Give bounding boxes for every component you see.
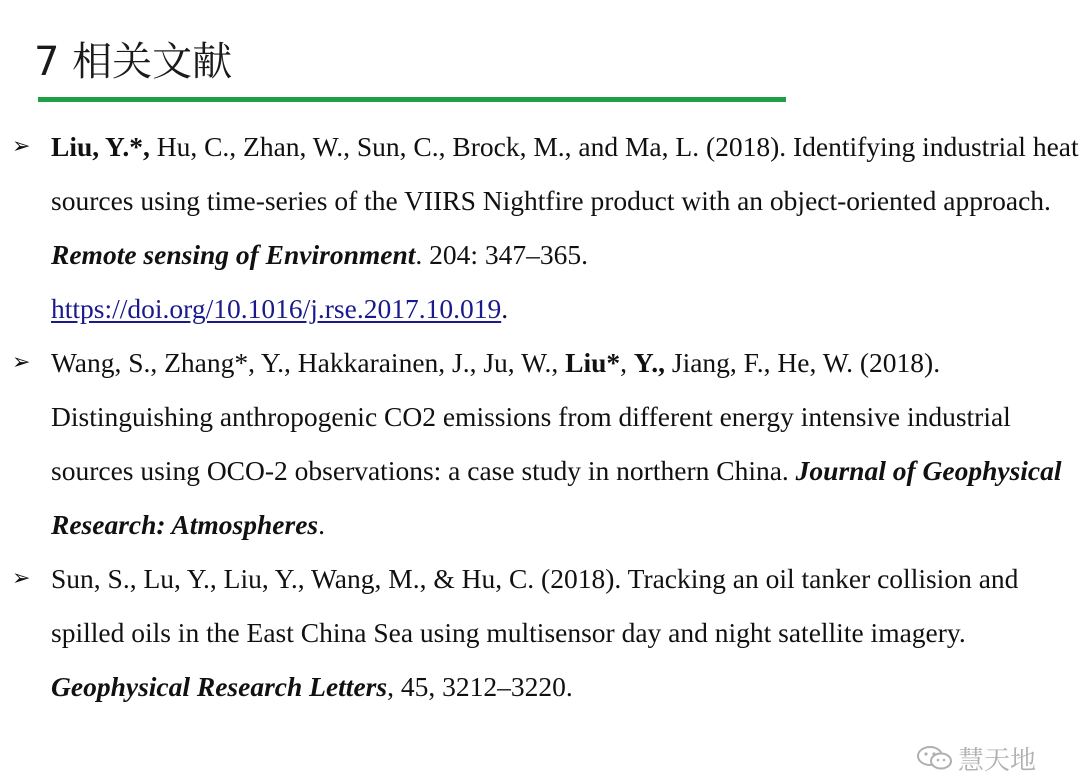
- arrow-bullet-icon: ➢: [12, 134, 31, 159]
- reference-journal: Remote sensing of Environment: [51, 239, 416, 270]
- slide-title: 7 相关文献: [34, 39, 233, 85]
- reference-text: Sun, S., Lu, Y., Liu, Y., Wang, M., & Hu, C. (2018). Tracking an oil tanker collision and spilled oils in the East China Sea using multisensor day and night satellite imagery.: [51, 563, 1019, 648]
- reference-separator: ,: [620, 347, 634, 378]
- reference-author-bold: Liu*: [565, 347, 621, 378]
- wechat-icon: [916, 745, 954, 771]
- arrow-bullet-icon: ➢: [12, 350, 31, 375]
- reference-author-bold: Y.,: [633, 347, 665, 378]
- title-divider: [38, 97, 786, 102]
- reference-journal: Geophysical Research Letters: [51, 671, 388, 702]
- reference-volume-pages: . 204: 347–365.: [415, 239, 589, 270]
- reference-item-2: [0, 336, 1080, 552]
- reference-volume-pages: , 45, 3212–3220.: [387, 671, 573, 702]
- reference-text: Hu, C., Zhan, W., Sun, C., Brock, M., and Ma, L. (2018). Identifying industrial heat sources using time-series of the VIIRS Nightfire product with an object-oriented approach.: [51, 131, 1079, 216]
- reference-text: Jiang, F., He, W. (2018). Distinguishing anthropogenic CO2 emissions from different energy intensive industrial sources using OCO-2 observations: a case study in northern China.: [51, 347, 1011, 486]
- doi-suffix: .: [501, 293, 509, 324]
- arrow-bullet-icon: ➢: [12, 566, 31, 591]
- reference-item-1: [0, 120, 1080, 336]
- watermark: [916, 742, 1036, 774]
- reference-text: Wang, S., Zhang*, Y., Hakkarainen, J., Ju, W.,: [51, 347, 566, 378]
- reference-list: [0, 120, 1080, 714]
- watermark-text: 慧天地: [958, 745, 1037, 776]
- reference-item-3: [0, 552, 1080, 714]
- doi-link[interactable]: https://doi.org/10.1016/j.rse.2017.10.019: [51, 293, 502, 324]
- reference-end: .: [318, 509, 325, 540]
- reference-journal: Journal of Geophysical Research: Atmospheres: [51, 455, 1062, 540]
- reference-authors-bold: Liu, Y.*,: [51, 131, 150, 162]
